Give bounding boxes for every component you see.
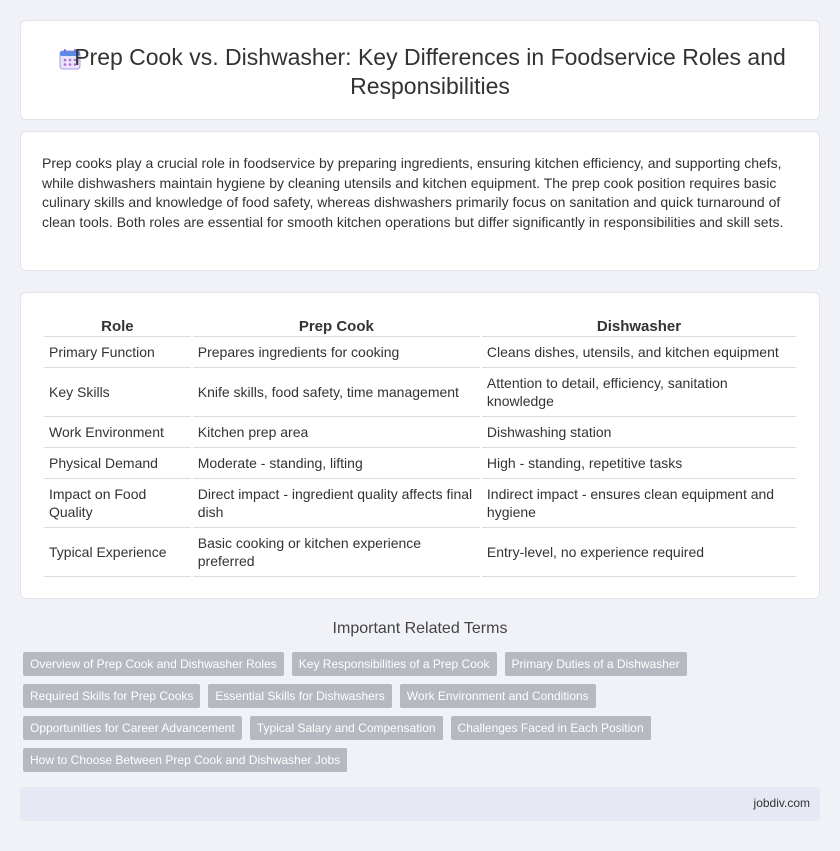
table-cell-dishwasher: Cleans dishes, utensils, and kitchen equipment [482,337,796,368]
table-cell-prep-cook: Kitchen prep area [193,417,480,448]
related-terms-heading: Important Related Terms [332,620,508,637]
related-term-tag[interactable]: Required Skills for Prep Cooks [23,684,200,708]
table-header-row [44,313,796,337]
header-dishwasher: Dishwasher [482,313,796,337]
table-cell-prep-cook: Moderate - standing, lifting [193,448,480,479]
footer-site-link[interactable]: jobdiv.com [753,796,810,810]
related-term-tag[interactable]: Typical Salary and Compensation [250,716,443,740]
comparison-table [42,313,798,577]
intro-card [20,131,820,271]
related-term-tag[interactable]: Key Responsibilities of a Prep Cook [292,652,497,676]
title-card [20,20,820,120]
table-cell-role: Work Environment [44,417,191,448]
related-term-tag[interactable]: How to Choose Between Prep Cook and Dishwasher Jobs [23,748,347,772]
table-cell-dishwasher: Indirect impact - ensures clean equipment and hygiene [482,479,796,528]
table-row [44,448,796,479]
intro-paragraph: Prep cooks play a crucial role in foodservice by preparing ingredients, ensuring kitchen efficiency, and supporting chefs, while dishwashers maintain hygiene by cleaning utensils and kitchen equipment. The prep cook position requires basic culinary skills and knowledge of food safety, whereas dishwashers primarily focus on sanitation and quick turnaround of clean tools. Both roles are essential for smooth kitchen operations but differ significantly in responsibilities and skill sets. [42,155,784,230]
table-cell-role: Key Skills [44,368,191,417]
table-cell-role: Impact on Food Quality [44,479,191,528]
table-cell-dishwasher: High - standing, repetitive tasks [482,448,796,479]
table-cell-role: Primary Function [44,337,191,368]
comparison-table-card [20,292,820,599]
table-cell-role: Typical Experience [44,528,191,577]
related-term-tag[interactable]: Essential Skills for Dishwashers [208,684,391,708]
table-cell-role: Physical Demand [44,448,191,479]
table-row [44,528,796,577]
table-cell-prep-cook: Direct impact - ingredient quality affects final dish [193,479,480,528]
related-term-tag[interactable]: Challenges Faced in Each Position [451,716,651,740]
header-role: Role [44,313,191,337]
table-cell-prep-cook: Prepares ingredients for cooking [193,337,480,368]
table-row [44,417,796,448]
table-row [44,479,796,528]
table-cell-prep-cook: Knife skills, food safety, time management [193,368,480,417]
related-term-tag[interactable]: Primary Duties of a Dishwasher [505,652,687,676]
table-cell-dishwasher: Attention to detail, efficiency, sanitation knowledge [482,368,796,417]
footer [20,787,820,821]
table-row [44,337,796,368]
related-term-tag[interactable]: Work Environment and Conditions [400,684,596,708]
table-cell-dishwasher: Entry-level, no experience required [482,528,796,577]
related-term-tag[interactable]: Opportunities for Career Advancement [23,716,242,740]
table-cell-dishwasher: Dishwashing station [482,417,796,448]
header-prep-cook: Prep Cook [193,313,480,337]
related-terms-list [23,652,803,772]
table-row [44,368,796,417]
related-term-tag[interactable]: Overview of Prep Cook and Dishwasher Roles [23,652,284,676]
page-title: Prep Cook vs. Dishwasher: Key Differences in Foodservice Roles and Responsibilities [74,44,786,99]
table-cell-prep-cook: Basic cooking or kitchen experience preferred [193,528,480,577]
